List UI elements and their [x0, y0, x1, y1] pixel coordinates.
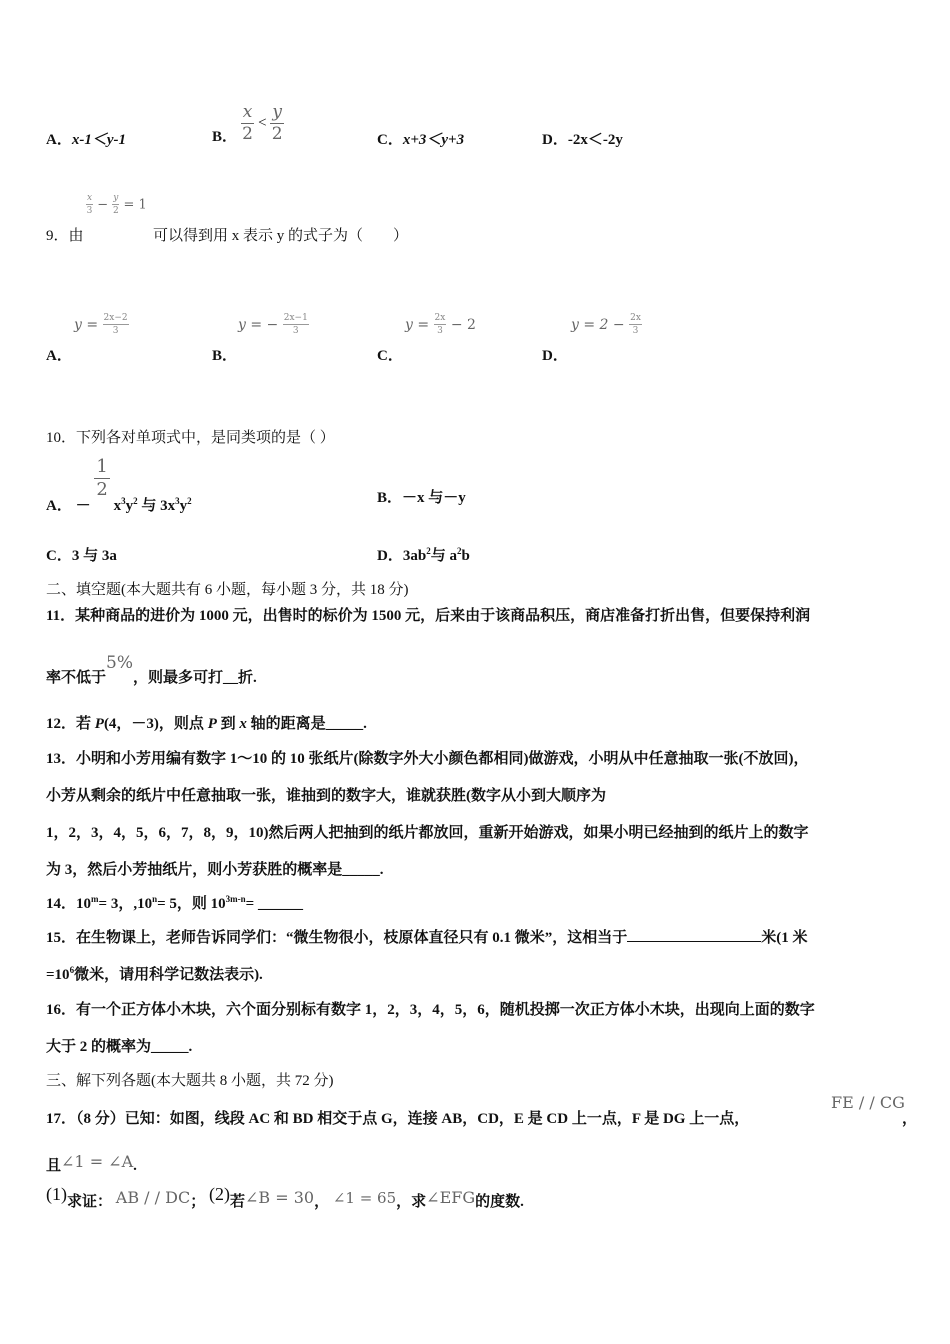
q17-line-2: 且∠1 = ∠A. — [46, 1152, 137, 1174]
q13-line-2: 小芳从剩余的纸片中任意抽取一张，谁抽到的数字大，谁就获胜(数字从小到大顺序为 — [46, 788, 606, 804]
q13-line-1: 13．小明和小芳用编有数字 1～10 的 10 张纸片(除数字外大小颜色都相同)做游戏，小明从中任意抽取一张(不放回)， — [46, 751, 809, 767]
q8-option-c: C．x+3＜y+3 — [377, 132, 465, 148]
q9-option-b-label: B． — [212, 348, 238, 364]
q8-option-b: B． $\frac{x}{2}$ < $\frac{y}{2}$ — [212, 102, 283, 145]
q14-line: 14．$10^m= 3$，$,10^n= 5$，则 $10^{3m-n}=$ ______ — [46, 894, 303, 912]
q9-option-d-label: D． — [542, 348, 568, 364]
q9-option-b-formula: y = − $\frac{2x-1}{3}$ — [238, 313, 308, 336]
q10-option-d: D．$3ab^2$与 $a^2b$ — [377, 546, 470, 564]
q17-comma: ， — [902, 1111, 918, 1127]
q9-number: 9．由 — [46, 228, 84, 244]
q9-equation: $\frac{x}{3}$ − $\frac{y}{2}$ = 1 — [86, 193, 147, 216]
q9-option-c-formula: y = $\frac{2x}{3}$ − 2 — [405, 313, 476, 336]
section-3-title: 三、解下列各题(本大题共 8 小题，共 72 分) — [46, 1073, 334, 1089]
q17-parallel-condition: FE / / CG — [831, 1093, 905, 1112]
q10-text: 10．下列各对单项式中，是同类项的是（ ） — [46, 430, 335, 446]
q13-line-4: 为 3，然后小芳抽纸片，则小芳获胜的概率是_____. — [46, 862, 384, 878]
q10-option-b: B．－x 与－y — [377, 490, 466, 506]
q8-option-d: D．-2x＜-2y — [542, 132, 623, 148]
q11-line-2: 率不低于5%，则最多可打__折. — [46, 653, 257, 686]
q9-option-d-formula: y = 2 − $\frac{2x}{3}$ — [571, 313, 641, 336]
q16-line-1: 16．有一个正方体小木块，六个面分别标有数字 1，2，3，4，5，6，随机投掷一次正方体小木块，出现向上面的数字 — [46, 1002, 815, 1018]
q11-line-1: 11．某种商品的进价为 1000 元，出售时的标价为 1500 元，后来由于该商品积压，商店准备打折出售，但要保持利润 — [46, 608, 811, 624]
q13-line-3: 1，2，3，4，5，6，7，8，9，10)然后两人把抽到的纸片都放回，重新开始游戏，如果小明已经抽到的纸片上的数字 — [46, 825, 809, 841]
q17-line-1: 17．（8 分）已知：如图，线段 AC 和 BD 相交于点 G，连接 AB，CD，E 是 CD 上一点，F 是 DG 上一点， — [46, 1111, 750, 1127]
q15-line-2: $=10^6$微米，请用科学记数法表示). — [46, 965, 263, 983]
q17-parts: (1)求证： AB / / DC； (2)若∠B = 30， ∠1 = 65，求∠EFG的度数. — [46, 1184, 524, 1210]
q9-option-a-formula: y = $\frac{2x-2}{3}$ — [74, 313, 128, 336]
q9-option-a-label: A． — [46, 348, 72, 364]
q8-option-a: A．x-1＜y-1 — [46, 132, 126, 148]
q10-option-a: A． － $\frac{1}{2}$ $x^3y^2$ 与 $3x^3y^2$ — [46, 456, 192, 514]
q12-line: 12．若 P(4，－3)，则点 P 到 x 轴的距离是_____. — [46, 716, 367, 732]
section-2-title: 二、填空题(本大题共有 6 小题，每小题 3 分，共 18 分) — [46, 582, 409, 598]
q10-option-c: C．3 与 3a — [46, 548, 117, 564]
q16-line-2: 大于 2 的概率为_____. — [46, 1039, 193, 1055]
q15-line-1: 15．在生物课上，老师告诉同学们：“微生物很小，枝原体直径只有 0.1 微米”，这相当于 米(1 米 — [46, 930, 808, 946]
q9-text: 可以得到用 x 表示 y 的式子为（ ） — [153, 228, 409, 244]
q15-answer-blank[interactable] — [627, 929, 761, 942]
q9-option-c-label: C． — [377, 348, 403, 364]
